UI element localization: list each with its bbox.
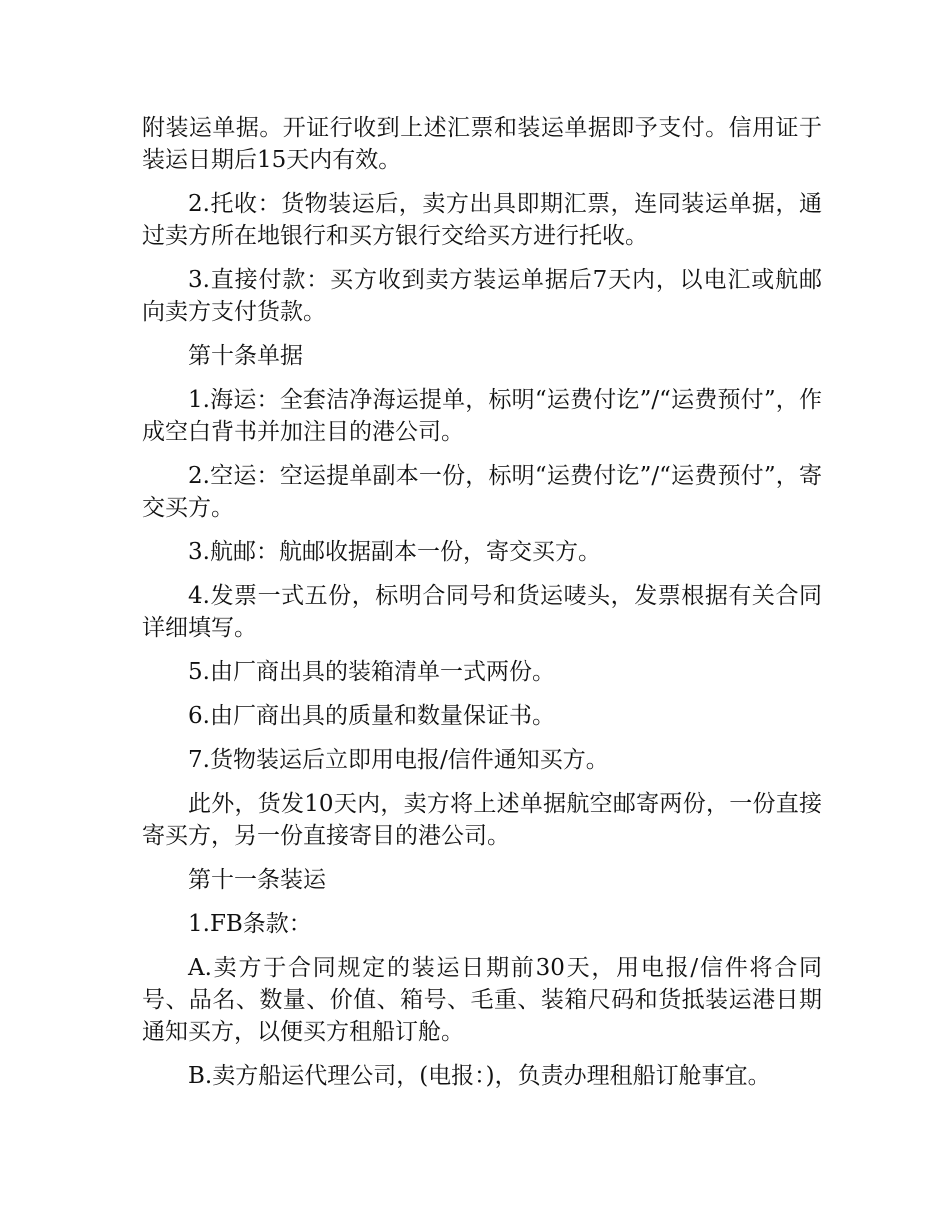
paragraph-additional: 此外，货发10天内，卖方将上述单据航空邮寄两份，一份直接寄买方，另一份直接寄目的港公司。 [142,791,822,849]
paragraph-fob-terms: 1.FB条款： [188,911,312,937]
paragraph-direct-payment: 3.直接付款：买方收到卖方装运单据后7天内，以电汇或航邮向卖方支付货款。 [142,267,822,325]
paragraph-shipment-notice: 7.货物装运后立即用电报/信件通知买方。 [188,747,609,773]
document-body [142,112,822,1104]
paragraph-collection: 2.托收：货物装运后，卖方出具即期汇票，连同装运单据，通过卖方所在地银行和买方银行交给买方进行托收。 [142,191,822,249]
paragraph-packing-list: 5.由厂商出具的装箱清单一式两份。 [188,659,555,685]
paragraph-air-mail: 3.航邮：航邮收据副本一份，寄交买方。 [188,539,601,565]
paragraph-clause-b: B.卖方船运代理公司，(电报：)，负责办理租船订舱事宜。 [188,1063,771,1089]
section-heading-documents: 第十条单据 [188,343,303,369]
paragraph-1: 附装运单据。开证行收到上述汇票和装运单据即予支付。信用证于装运日期后15天内有效。 [142,115,822,173]
paragraph-sea-transport: 1.海运：全套洁净海运提单，标明“运费付讫”/“运费预付”，作成空白背书并加注目的港公司。 [142,387,822,445]
paragraph-quality-certificate: 6.由厂商出具的质量和数量保证书。 [188,703,555,729]
paragraph-invoice: 4.发票一式五份，标明合同号和货运唛头，发票根据有关合同详细填写。 [142,583,822,641]
section-heading-shipment: 第十一条装运 [188,867,326,893]
paragraph-clause-a: A.卖方于合同规定的装运日期前30天，用电报/信件将合同号、品名、数量、价值、箱号、毛重、装箱尺码和货抵装运港日期通知买方，以便买方租船订舱。 [142,955,822,1045]
paragraph-air-transport: 2.空运：空运提单副本一份，标明“运费付讫”/“运费预付”，寄交买方。 [142,463,822,521]
